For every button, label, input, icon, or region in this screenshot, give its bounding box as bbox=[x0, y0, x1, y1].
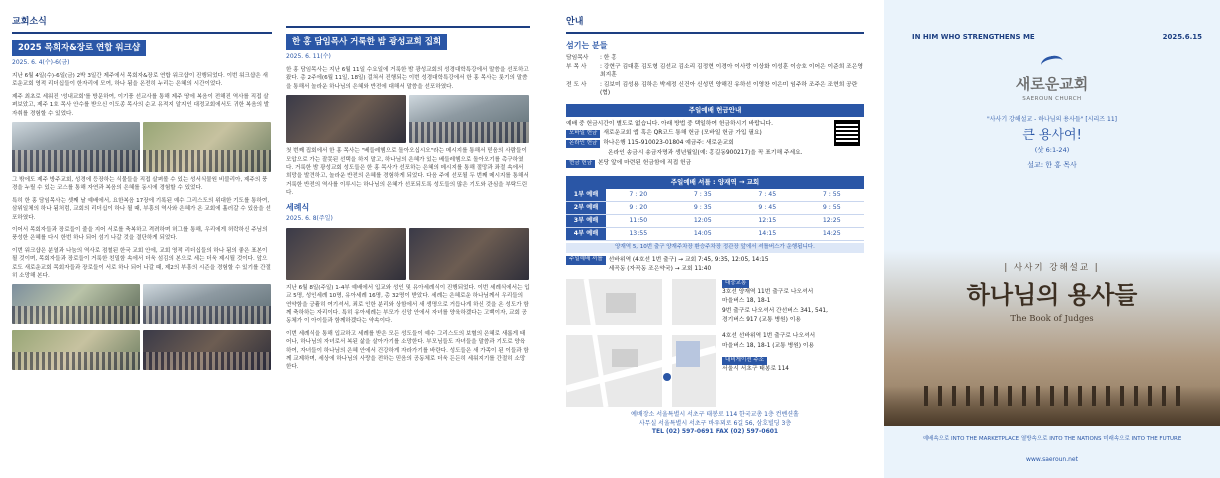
series-korean: | 사사기 강해설교 | bbox=[1004, 263, 1100, 273]
schedule-note: 양재역 5, 10번 출구 양재주차장 환승주차장 정관장 앞에서 셔틀버스가 운행됩니다. bbox=[566, 243, 864, 253]
gwangseong-photo-preacher bbox=[286, 95, 406, 143]
servant-row bbox=[566, 81, 864, 98]
servant-row bbox=[566, 54, 864, 62]
schedule-label: 3부 예배 bbox=[566, 215, 606, 228]
offering-title: 주일예배 헌금안내 bbox=[566, 104, 864, 117]
schedule-time: 14:15 bbox=[735, 228, 800, 241]
article-title-baptism: 세례식 bbox=[286, 202, 310, 212]
transit-head: 대중교통 bbox=[722, 280, 749, 288]
shuttle-line: 세곡동 (자곡동 조은약국) → 교회 11:40 bbox=[608, 266, 712, 273]
workshop-photo-outdoor bbox=[143, 122, 271, 172]
navigation-head: 내비게이션 주소 bbox=[722, 357, 767, 365]
offering-tag: 현금 헌금 bbox=[566, 160, 595, 168]
shuttle-tag: 주일예배 셔틀 bbox=[566, 256, 606, 265]
offering-intro: 예배 중 헌금시간이 별도로 없습니다. 아래 방법 중 택일하여 헌금하시기 바랍니다. bbox=[566, 121, 773, 128]
article-paragraph: 첫 번째 집회에서 한 홍 목사는 "베들레헴으로 돌아오십시오"라는 메시지를 통해서 믿음의 사람들이 모압으로 가는 잘못된 선택을 하지 말고, 하나님의 은혜가 있는 베들레헴으로 돌아오기를 촉구하였다. 거룩한 밤 광성교회 성도들은 한 홍 목사가 선포하는 은혜의 메시지를 통해 절망과 좌절 속에서 희망을 발견하고, 놀라운 반전의 은혜를 경험하게 되었다. 다음 주에 선포될 두 번째 메시지를 통해서 거룩한 반전의 역사를 이루시는 하나님의 은혜가 선포되도록 성도들의 많은 기도와 관심을 부탁드린다. bbox=[286, 148, 529, 197]
article-paragraph: 지난 6월 4일(수)-6일(금) 2박 3일간 제주에서 목회자&장로 연합 워크샵이 진행되었다. 이번 워크샵은 새로운교회 영적 리더십들이 한자리에 모여, 하나 됨을 온전히 누리는 은혜의 시간이었다. bbox=[12, 73, 268, 88]
offering-row bbox=[566, 139, 804, 148]
schedule-time: 7 : 20 bbox=[606, 189, 671, 201]
church-logo-icon bbox=[1040, 54, 1064, 72]
schedule-title: 주일예배 셔틀 : 양재역 → 교회 bbox=[566, 176, 864, 189]
baptism-photo bbox=[409, 228, 529, 280]
cover-panel bbox=[884, 0, 1220, 478]
warrior-silhouettes bbox=[924, 386, 1180, 406]
schedule-time: 7 : 45 bbox=[735, 189, 800, 201]
article-paragraph: 한 홍 담임목사는 지난 6월 11일 수요일에 거룩한 밤 광성교회의 성경대학특강에서 말씀을 선포하고 왔다. 총 2주에(6월 11일, 18일) 걸쳐서 진행되는 이번 성경대학특강에서 한 홍 목사는 룻기의 말씀을 통해서 놀라운 하나님의 은혜와 반전에 대해서 말씀을 선포하였다. bbox=[286, 67, 529, 90]
schedule-table bbox=[566, 189, 864, 241]
servants-list bbox=[566, 54, 864, 98]
schedule-time: 11:50 bbox=[606, 215, 671, 228]
schedule-time: 9 : 35 bbox=[671, 202, 736, 215]
phone-fax: TEL (02) 597-0691 FAX (02) 597-0601 bbox=[651, 428, 779, 436]
transit-line bbox=[722, 325, 864, 331]
schedule-time: 14:05 bbox=[671, 228, 736, 241]
hero-title: 하나님의 용사들 bbox=[966, 280, 1138, 310]
servant-role: 부 목 사 bbox=[566, 64, 587, 71]
schedule-time: 9 : 45 bbox=[735, 202, 800, 215]
section-title-news: 교회소식 bbox=[12, 16, 272, 34]
schedule-time: 9 : 20 bbox=[606, 202, 671, 215]
servant-names: : 김보미 김성용 김하은 박세정 신건아 신성민 양해진 유하선 이영찬 이은미 임주하 조주은 조현희 공란(협) bbox=[600, 81, 858, 97]
schedule-time: 13:55 bbox=[606, 228, 671, 241]
servants-title: 섬기는 분들 bbox=[566, 41, 608, 51]
sermon-series-line: "사사기 강해설교 - 하나님의 용사들" [시리즈 11] bbox=[987, 115, 1117, 123]
notice-panel bbox=[566, 0, 864, 478]
servant-role: 전 도 사 bbox=[566, 81, 587, 88]
offering-row bbox=[566, 159, 804, 168]
schedule-row bbox=[566, 215, 864, 228]
cover-hero-image bbox=[884, 250, 1220, 426]
offering-text: 온라인 송금시 송금자명과 생년월일(예: 홍길동900217)을 꼭 표기해 주세요. bbox=[608, 150, 803, 157]
article-paragraph: 그 밖에도 제주 방주교회, 성경에 등장하는 식물들을 직접 살펴볼 수 있는 성서식물원 비블리아, 제주의 풍경을 누릴 수 있는 코스를 통해 자연과 복음의 은혜를 동시에 경험할 수 있었다. bbox=[12, 177, 268, 192]
schedule-time: 12:05 bbox=[671, 215, 736, 228]
article-title-gwangseong: 한 홍 담임목사 거룩한 밤 광성교회 집회 bbox=[286, 34, 447, 50]
transit-line: 4호선 선바위역 1번 출구로 나오셔서 bbox=[722, 333, 816, 340]
offering-tag: 온라인 헌금 bbox=[566, 140, 600, 148]
workshop-photo-group bbox=[12, 122, 140, 172]
transit-line: 마을버스 18, 18-1 (교통 병원) 이용 bbox=[722, 342, 815, 349]
section-title-notice: 안내 bbox=[566, 16, 864, 34]
servant-role: 담임목사 bbox=[566, 54, 589, 61]
cover-date: 2025.6.15 bbox=[1162, 33, 1202, 41]
schedule-label: 2부 예배 bbox=[566, 202, 606, 215]
hero-english: The Book of Judges bbox=[1010, 314, 1094, 325]
cover-bottom-line: 예배속으로 INTO THE MARKETPLACE 열방속으로 INTO THE NATIONS 미래속으로 INTO THE FUTURE bbox=[922, 436, 1182, 442]
workshop-photo bbox=[12, 330, 140, 370]
article-date-baptism: 2025. 6. 8(주일) bbox=[286, 215, 333, 223]
article-date-workshop: 2025. 6. 4(수)-6(금) bbox=[12, 59, 70, 67]
logo-english: SAEROUN CHURCH bbox=[1022, 95, 1082, 102]
contact-footer bbox=[566, 411, 864, 437]
schedule-row bbox=[566, 202, 864, 215]
worship-address: 예배장소 서울특별시 서초구 태봉로 114 한국교총 1층 컨벤션홀 bbox=[631, 410, 799, 418]
schedule-time: 12:25 bbox=[800, 215, 865, 228]
gwangseong-photo-congregation bbox=[409, 95, 529, 143]
schedule-time: 9 : 55 bbox=[800, 202, 865, 215]
schedule-time: 7 : 35 bbox=[671, 189, 736, 201]
servant-names: : 강현구 김대훈 김도형 김선교 김소리 김정현 이경아 이사랑 이상화 이성훈 이승호 이어은 이준희 조은영 최지훈 bbox=[600, 64, 863, 79]
offering-text: 본당 앞에 마련된 헌금함에 직접 헌금 bbox=[598, 159, 692, 166]
offering-text: 새로운교회 앱 혹은 QR코드 통해 헌금 (모바일 헌금 가입 필요) bbox=[603, 130, 762, 137]
article-paragraph: 지난 6월 8일(주일) 1-4부 예배에서 입교와 성인 및 유아세례식이 진행되었다. 이번 세례식에서는 입교 5명, 성인세례 10명, 유아세례 16명, 총 32명이 받았다. 세례는 은혜로운 하나님께서 우리들의 연약함을 긍휼히 여기셔서, 죄로 인한 분리와 상함에서 새 생명으로 거듭나게 하신 것을 온 성도가 함께 축하하는 자리이다. 특히 유아세례는 부모가 신앙 안에서 자녀를 양육하겠다는 고백이자, 교회 공동체가 이 아이들과 함께하겠다는 약속이다. bbox=[286, 284, 530, 325]
offering-tag: 모바일 헌금 bbox=[566, 130, 600, 138]
church-location-marker-icon bbox=[663, 373, 671, 381]
workshop-photo bbox=[12, 284, 140, 324]
logo-korean: 새로운교회 bbox=[1015, 74, 1089, 93]
workshop-photo bbox=[143, 330, 271, 370]
schedule-row bbox=[566, 228, 864, 241]
schedule-time: 12:15 bbox=[735, 215, 800, 228]
baptism-photo bbox=[286, 228, 406, 280]
article-paragraph: 이번 세례식을 통해 입교하고 세례를 받은 모든 성도들이 예수 그리스도의 보혈의 은혜로 새롭게 태어나, 하나님의 자녀로서 복된 삶을 살아가기를 소망한다. 부모님들도 자녀들을 말씀과 기도로 양육하여, 자녀들이 하나님의 은혜 안에서 건강하게 자라가기를 바란다. 성도들은 새 가족이 된 이들과 함께 교제하며, 세상에 하나님의 사랑을 전하는 믿음의 공동체로 더욱 든든히 세워지기를 간절히 소망한다. bbox=[286, 330, 529, 371]
shuttle-line: 선바위역 (4호선 1번 출구) → 교회 7:45, 9:35, 12:05, 14:15 bbox=[608, 257, 769, 264]
office-address: 사무실 서울특별시 서초구 바우뫼로 6길 56, 삼호빌딩 3층 bbox=[638, 419, 792, 427]
news-panel-middle bbox=[286, 0, 530, 478]
offering-text: 하나은행 115-910023-01804 예금주: 새로운교회 bbox=[603, 140, 734, 147]
transit-line: 마을버스 18, 18-1 bbox=[722, 298, 771, 305]
servant-row bbox=[566, 63, 864, 80]
qr-code-icon[interactable] bbox=[834, 120, 860, 146]
schedule-time: 14:25 bbox=[800, 228, 865, 241]
article-paragraph: 특히 한 홍 담임목사는 셋째 날 예배에서, 요한복음 17장에 기록된 예수 그리스도의 위대한 기도를 통하여, 삼위일체의 하나 됨처럼, 교회의 리더십이 하나 될 때, 부흥의 역사와 은혜가 온 교회에 흘러갈 수 있음을 선포하였다. bbox=[12, 197, 271, 221]
news-panel-left bbox=[12, 0, 272, 478]
servant-names: : 한 홍 bbox=[600, 54, 617, 61]
offering-box bbox=[566, 104, 864, 172]
navigation-address: 서울시 서초구 태봉로 114 bbox=[722, 366, 789, 373]
article-paragraph: 제주 최초로 세워진 '성내교회'를 방문하여, 이기풍 선교사를 통해 제주 땅에 복음이 전해진 역사를 직접 살펴보았고, 제주 1호 목사 안수를 받으신 이도종 목사의 순교 유적지 알지인 대정교회에서도 귀한 복음의 발자취를 경험할 수 있었다. bbox=[12, 93, 270, 117]
location-map[interactable] bbox=[566, 279, 716, 407]
article-title-workshop: 2025 목회자&장로 연합 워크샵 bbox=[12, 40, 146, 56]
sermon-title: 큰 용사여! bbox=[1022, 128, 1082, 144]
shuttle-schedule bbox=[566, 176, 864, 275]
workshop-photo bbox=[143, 284, 271, 324]
schedule-time: 7 : 55 bbox=[800, 189, 865, 201]
cover-tagline: IN HIM WHO STRENGTHENS ME bbox=[912, 33, 1035, 41]
schedule-row bbox=[566, 189, 864, 201]
transit-line: 9번 출구로 나오셔서 간선버스 341, 541, bbox=[722, 307, 828, 314]
article-paragraph: 이어서 목회자들과 장로들이 줄을 지어 서로를 축복하고 격려하며 허그를 통해, 우리에게 허락하신 주님의 풍성한 은혜를 다시 한번 하나 되어 섬기 나갈 것을 결단하게 되었다. bbox=[12, 226, 268, 242]
sermon-verse: (삿 6:1-24) bbox=[1034, 146, 1070, 155]
website-link[interactable]: www.saeroun.net bbox=[1026, 456, 1078, 463]
schedule-label: 4부 예배 bbox=[566, 228, 606, 241]
offering-row bbox=[566, 149, 804, 157]
sermon-preacher: 설교: 한 홍 목사 bbox=[1027, 160, 1077, 169]
article-paragraph: 이번 워크샵은 분열과 나눔의 역사로 점철된 한국 교회 안에, 교회 영적 리더십들의 하나 됨의 좋은 표본이 될 것이며, 목회자들과 장로들이 거룩한 친밀함 속에서 더욱 섬김의 본으로 세는 더욱 제시될 것이다. 앞으로도 새로운교회 목회자들과 장로들이 서로 하나 되어 나갈 때, 제2의 부흥의 시즌을 경험할 수 있기를 간절히 소망해 본다. bbox=[12, 247, 271, 279]
schedule-label: 1부 예배 bbox=[566, 189, 606, 201]
offering-row bbox=[566, 129, 804, 138]
transit-line: 경기버스 917 (교통 병원) 이용 bbox=[722, 316, 801, 323]
article-date-gwangseong: 2025. 6. 11(수) bbox=[286, 53, 331, 61]
transit-line: 3호선 양재역 11번 출구로 나오셔서 bbox=[722, 288, 814, 295]
